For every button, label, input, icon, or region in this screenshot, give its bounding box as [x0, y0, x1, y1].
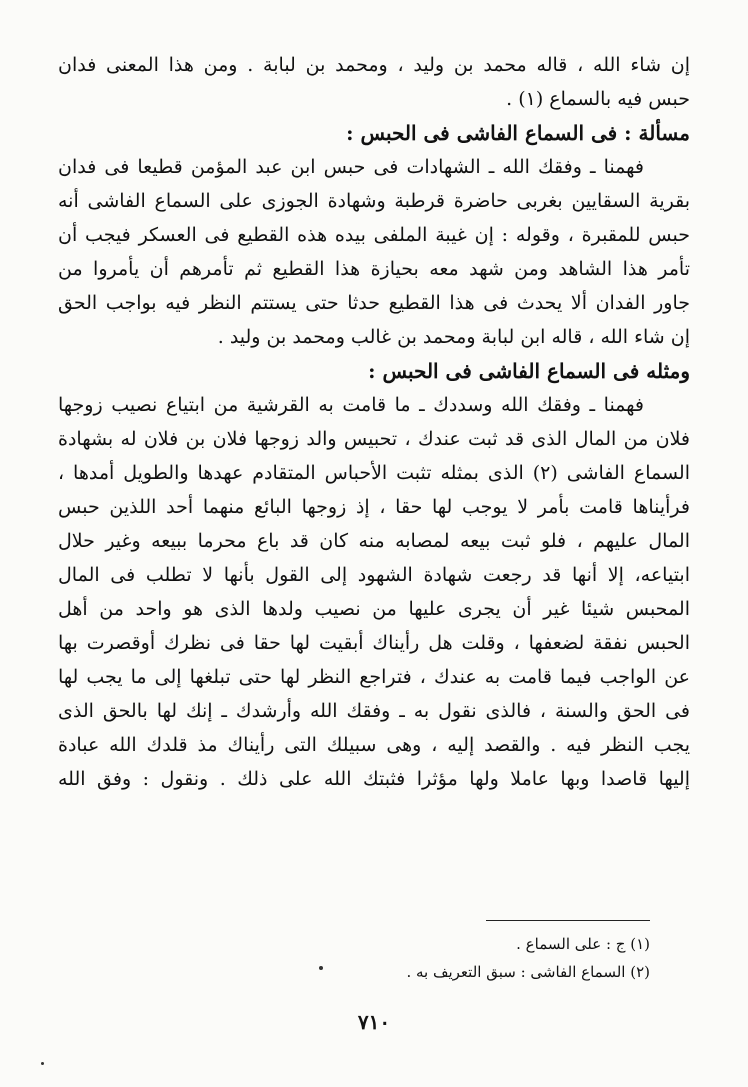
scan-speck — [319, 966, 323, 970]
text-line: فى الحق والسنة ، فالذى نقول به ـ وفقك الله وأرشدك ـ إنك لها بالحق الذى — [58, 700, 690, 722]
text-line: فرأيناها قامت بأمر لا يوجب لها حقا ، إذ زوجها البائع منهما أحد اللذين حبس — [58, 496, 690, 518]
text-line: المحبس شيئا غير أن يجرى عليها من نصيب ولدها الذى هو واحد من أهل — [58, 598, 690, 620]
section-heading: ومثله فى السماع الفاشى فى الحبس : — [368, 359, 690, 383]
page-number: ٧١٠ — [357, 1010, 391, 1034]
footnote-divider — [486, 920, 650, 921]
text-line: يجب النظر فيه . والقصد إليه ، وهى سبيلك التى رأيناك مذ قلدك الله عبادة — [58, 734, 690, 756]
text-line: بقرية السقايين بغربى حاضرة قرطبة وشهادة الجوزى على السماع الفاشى أنه — [58, 190, 690, 212]
text-line: حبس فيه بالسماع (١) . — [506, 88, 690, 110]
text-line: المال عليهم ، فلو ثبت بيعه لمصابه منه كان قد باع محرما ببيعه وغير حلال — [58, 530, 690, 552]
text-line: إن شاء الله ، قاله محمد بن وليد ، ومحمد بن لبابة . ومن هذا المعنى فدان — [58, 54, 690, 76]
footnotes — [406, 930, 650, 986]
footnote: (١) ج : على السماع . — [516, 935, 650, 953]
footnote: (٢) السماع الفاشى : سبق التعريف به . — [406, 963, 650, 981]
text-line: ابتياعه، إلا أنها قد رجعت شهادة الشهود إلى القول بأنها لا تطلب فى المال — [58, 564, 690, 586]
text-line: حبس للمقبرة ، وقوله : إن غيبة الملفى بيده هذه القطيع فى العسكر فيجب أن — [58, 224, 690, 246]
text-line: السماع الفاشى (٢) الذى بمثله تثبت الأحباس المتقادم عهدها والطويل أمدها ، — [58, 462, 690, 484]
section-heading: مسألة : فى السماع الفاشى فى الحبس : — [346, 121, 690, 145]
text-line: إليها قاصدا وبها عاملا ولها مؤثرا فثبتك الله على ذلك . ونقول : وفق الله — [58, 768, 690, 790]
text-line: جاور الفدان ألا يحدث فى هذا القطيع حدثا حتى يستتم النظر فيه بواجب الحق — [58, 292, 690, 314]
text-line: الحبس نفقة لضعفها ، وقلت هل رأيناك أبقيت لها حقا فى نظرك أوقصرت بها — [58, 632, 690, 654]
text-line: فهمنا ـ وفقك الله وسددك ـ ما قامت به القرشية من ابتياع نصيب زوجها — [58, 394, 644, 416]
text-line: إن شاء الله ، قاله ابن لبابة ومحمد بن غالب ومحمد بن وليد . — [217, 326, 690, 348]
text-line: عن الواجب فيما قامت به عندك ، فتراجع النظر لها حتى تبلغها إلى ما يجب لها — [58, 666, 690, 688]
main-text — [58, 48, 690, 796]
text-line: فهمنا ـ وفقك الله ـ الشهادات فى حبس ابن عبد المؤمن قطيعا فى فدان — [58, 156, 644, 178]
text-line: تأمر هذا الشاهد ومن شهد معه بحيازة هذا القطيع ثم تأمرهم أن يأمروا من — [58, 258, 690, 280]
text-line: فلان من المال الذى قد ثبت عندك ، تحبيس والد زوجها فلان بن فلان له بشهادة — [58, 428, 690, 450]
scan-speck — [41, 1062, 44, 1065]
